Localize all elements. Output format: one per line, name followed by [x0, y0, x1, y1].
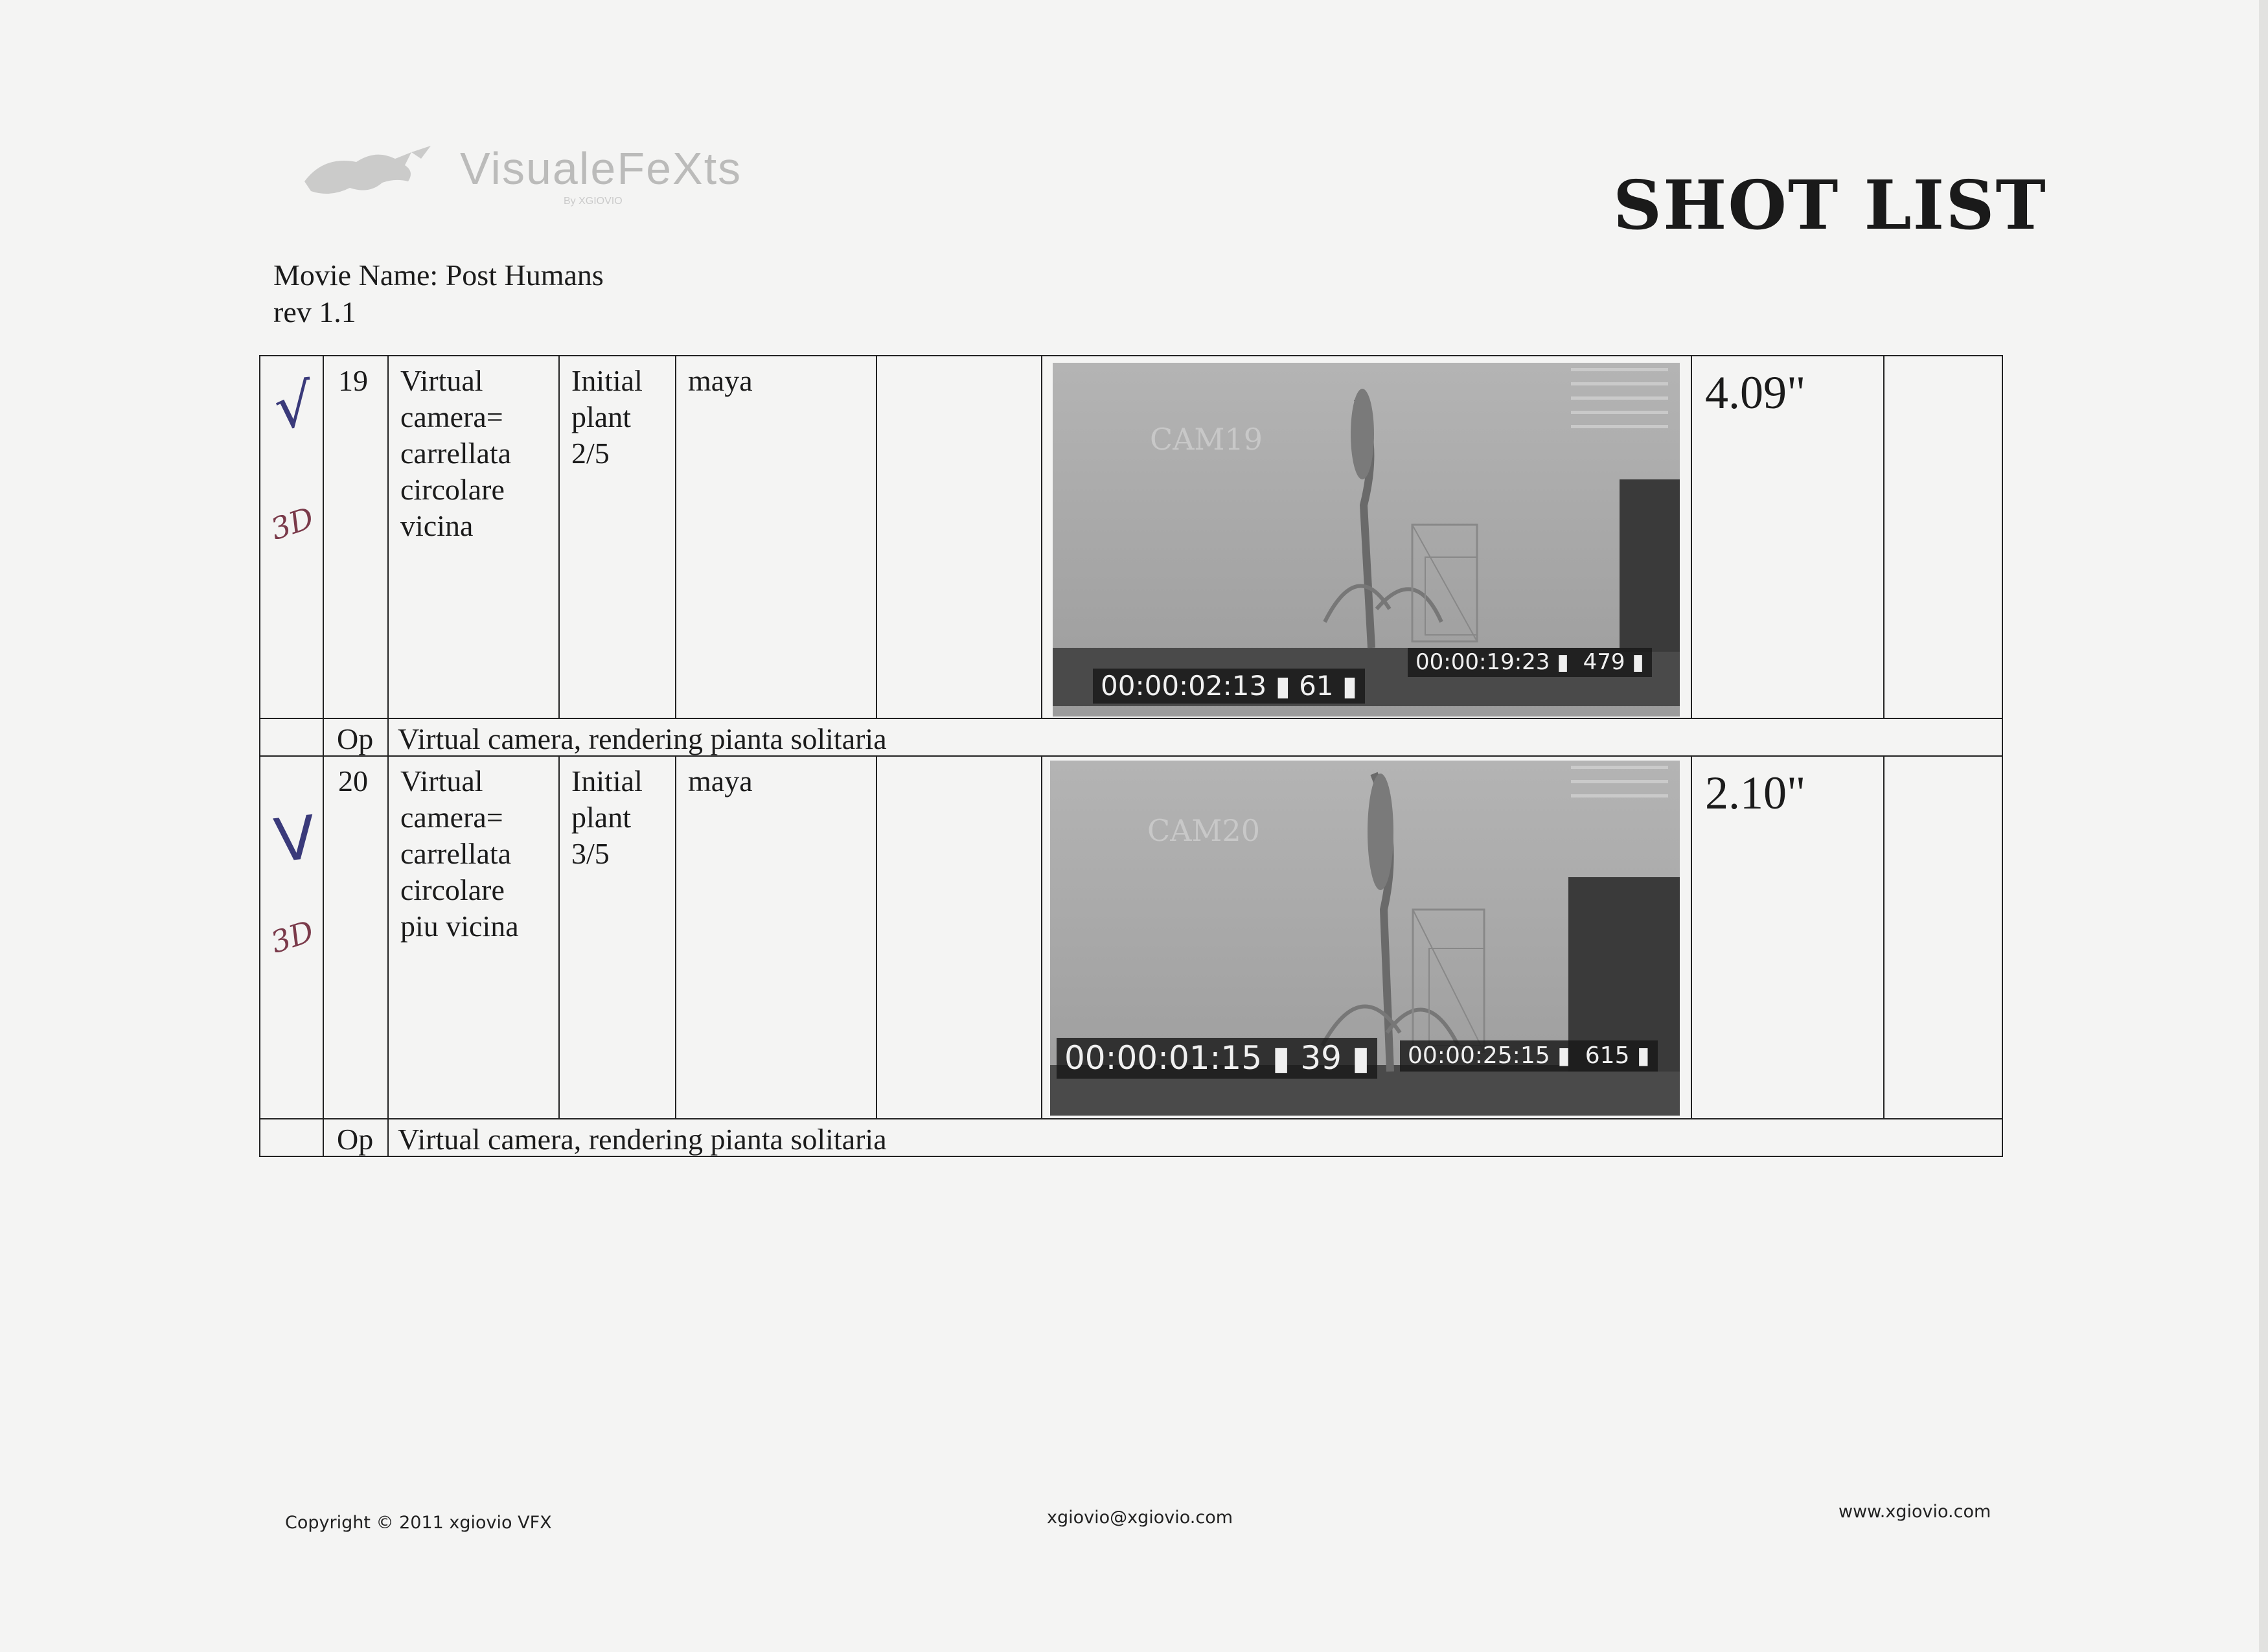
footer-email[interactable]: xgiovio@xgiovio.com	[1047, 1508, 1233, 1528]
frame-preview	[1053, 363, 1680, 717]
handwritten-note: 3D	[266, 500, 318, 547]
camera-description	[388, 356, 559, 718]
element-line: Initial	[571, 364, 643, 397]
element-line: 2/5	[571, 437, 610, 470]
footer-copyright: Copyright © 2011 xgiovio VFX	[285, 1513, 552, 1533]
table-row-shot-19	[260, 356, 2002, 718]
op-description: Virtual camera, rendering pianta solitaria	[388, 1119, 2002, 1156]
camera-line: circolare	[400, 873, 505, 906]
shot-table	[259, 355, 2003, 1157]
timecode-start: 00:00:01:15 ▮ 39 ▮	[1057, 1038, 1377, 1079]
empty-cell	[876, 756, 1042, 1119]
shot-number: 19	[323, 356, 388, 718]
camera-label: CAM19	[1150, 422, 1263, 457]
duration: 4.09"	[1691, 356, 1884, 718]
duration: 2.10"	[1691, 756, 1884, 1119]
frame-end: 479	[1583, 649, 1625, 675]
frame-start: 39	[1300, 1039, 1342, 1077]
camera-line: piu vicina	[400, 910, 519, 943]
frame-preview	[1050, 761, 1680, 1116]
element-line: 3/5	[571, 837, 610, 870]
frame-start: 61	[1299, 670, 1334, 702]
camera-line: Virtual	[400, 764, 483, 797]
frame-end: 615	[1585, 1042, 1630, 1069]
camera-line: circolare	[400, 473, 505, 506]
table-row-shot-20	[260, 756, 2002, 1119]
revision: rev 1.1	[273, 295, 356, 328]
element-line: Initial	[571, 764, 643, 797]
handwritten-check: √	[271, 370, 317, 443]
empty-cell	[1884, 356, 2002, 718]
element-line: plant	[571, 801, 631, 834]
camera-label: CAM20	[1147, 813, 1261, 848]
op-label: Op	[323, 718, 388, 756]
handwritten-check: V	[271, 803, 319, 876]
empty-cell	[260, 1119, 323, 1156]
software: maya	[676, 756, 876, 1119]
mark-cell	[260, 756, 323, 1119]
handwritten-note: 3D	[266, 913, 318, 960]
mark-cell	[260, 356, 323, 718]
timecode-end: 00:00:25:15 ▮ 615 ▮	[1400, 1040, 1658, 1072]
logo-text: VisualeFeXts	[460, 143, 742, 194]
shot-number: 20	[323, 756, 388, 1119]
op-description: Virtual camera, rendering pianta solitaria	[388, 718, 2002, 756]
camera-line: carrellata	[400, 437, 512, 470]
camera-description	[388, 756, 559, 1119]
empty-cell	[260, 718, 323, 756]
footer-website[interactable]: www.xgiovio.com	[1838, 1502, 1991, 1522]
scan-edge	[2259, 0, 2268, 1652]
timecode-start: 00:00:02:13 ▮ 61 ▮	[1093, 669, 1365, 704]
empty-cell	[876, 356, 1042, 718]
camera-line: camera=	[400, 400, 503, 433]
hud-readout	[1571, 766, 1668, 809]
movie-name: Movie Name: Post Humans	[273, 258, 604, 292]
software: maya	[676, 356, 876, 718]
element-description	[559, 356, 676, 718]
page-title: SHOT LIST	[1613, 165, 2047, 245]
camera-line: camera=	[400, 801, 503, 834]
camera-line: carrellata	[400, 837, 512, 870]
table-row-op-20	[260, 1119, 2002, 1156]
empty-cell	[1884, 756, 2002, 1119]
logo	[298, 136, 742, 214]
logo-subtext: By XGIOVIO	[564, 196, 623, 207]
hud-readout	[1571, 368, 1668, 439]
op-label: Op	[323, 1119, 388, 1156]
horse-logo-icon	[298, 143, 441, 201]
frame-cell	[1042, 756, 1691, 1119]
element-description	[559, 756, 676, 1119]
timecode-end: 00:00:19:23 ▮ 479 ▮	[1408, 648, 1652, 677]
camera-line: Virtual	[400, 364, 483, 397]
camera-line: vicina	[400, 509, 474, 542]
frame-cell	[1042, 356, 1691, 718]
table-row-op-19	[260, 718, 2002, 756]
element-line: plant	[571, 400, 631, 433]
